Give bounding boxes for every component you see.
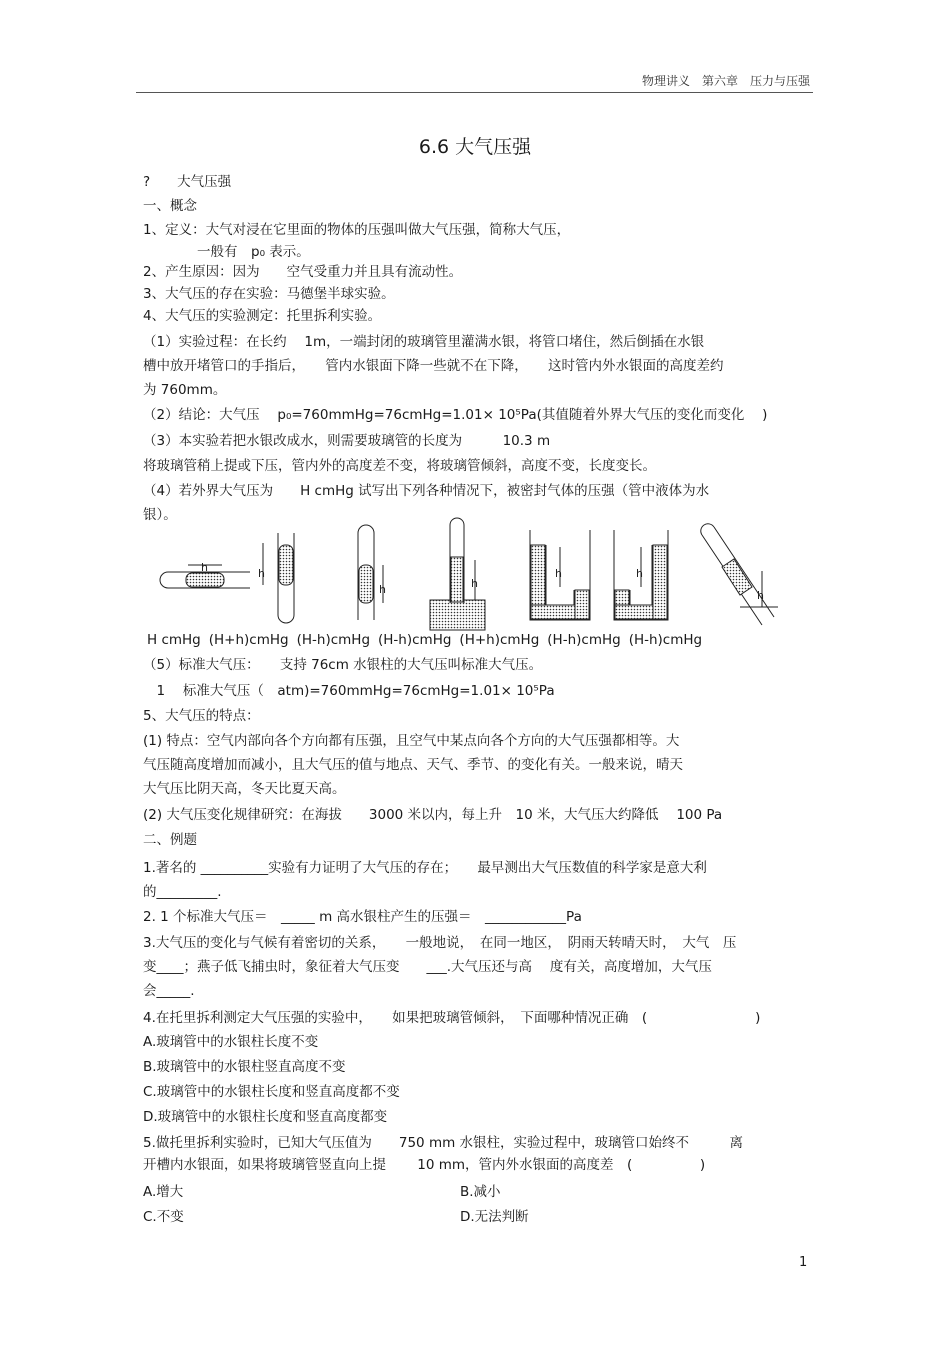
text-line: 一、概念 <box>143 198 197 214</box>
page-header: 物理讲义 第六章 压力与压强 <box>641 74 810 88</box>
text-line: C.玻璃管中的水银柱长度和竖直高度都不变 <box>143 1084 400 1100</box>
diagram-u-tube-2 <box>614 530 668 620</box>
text-line: 二、例题 <box>143 832 197 848</box>
text-line: D.玻璃管中的水银柱长度和竖直高度都变 <box>143 1109 388 1125</box>
header-rule <box>136 92 813 93</box>
pressure-diagrams <box>150 515 790 633</box>
text-line: 变____；燕子低飞捕虫时，象征着大气压变 ___.大气压还与高 度有关，高度增加，大气压 <box>143 959 712 975</box>
text-line: (2) 大气压变化规律研究：在海拔 3000 米以内，每上升 10 米，大气压大约降低 100 Pa <box>143 807 723 823</box>
text-line: 开槽内水银面，如果将玻璃管竖直向上提 10 mm，管内外水银面的高度差 ( ) <box>143 1157 706 1173</box>
text-line: 4.在托里拆利测定大气压强的实验中， 如果把玻璃管倾斜， 下面哪种情况正确 ( ) <box>143 1010 761 1026</box>
diagram-u-tube-1 <box>530 530 590 620</box>
text-line: 4、大气压的实验测定：托里拆利实验。 <box>143 308 382 324</box>
diagram-inclined-tube <box>701 524 778 625</box>
text-line: 为 760mm。 <box>143 382 227 398</box>
diagram-horizontal-tube <box>160 561 250 588</box>
text-line: A.玻璃管中的水银柱长度不变 <box>143 1034 319 1050</box>
text-line: 2. 1 个标准大气压＝ _____ m 高水银柱产生的压强＝ ____________Pa <box>143 909 582 925</box>
text-line: （1）实验过程：在长约 1m，一端封闭的玻璃管里灌满水银，将管口堵住，然后倒插在水银 <box>143 334 705 350</box>
h-label: h <box>258 567 265 580</box>
h-label: h <box>636 567 643 580</box>
text-line: 将玻璃管稍上提或下压，管内外的高度差不变，将玻璃管倾斜，高度不变，长度变长。 <box>143 458 656 474</box>
diagram-captions <box>147 632 710 648</box>
text-line: （4）若外界大气压为 H cmHg 试写出下列各种情况下，被密封气体的压强（管中液体为水 <box>143 483 710 499</box>
text-line: 3.大气压的变化与气候有着密切的关系， 一般地说， 在同一地区， 阴雨天转晴天时， 大气 压 <box>143 935 737 951</box>
text-line: 会_____. <box>143 983 195 999</box>
text-line: 银）。 <box>143 507 177 523</box>
text-line: （5）标准大气压： 支持 76cm 水银柱的大气压叫标准大气压。 <box>143 657 543 673</box>
diagram-caption: (H-h)cmHg <box>628 632 703 648</box>
diagram-vertical-closed-top <box>358 525 386 620</box>
diagram-caption: (H-h)cmHg <box>296 632 371 648</box>
diagram-caption: (H+h)cmHg <box>459 632 540 648</box>
text-line: （2）结论：大气压 p₀=760mmHg=76cmHg=1.01× 10⁵Pa(其值随着外界大气压的变化而变化 ) <box>143 407 768 423</box>
diagram-tube-in-trough <box>430 518 485 630</box>
h-label: h <box>379 583 386 596</box>
h-label: h <box>201 561 208 574</box>
text-line: 1.著名的 __________实验有力证明了大气压的存在； 最早测出大气压数值的科学家是意大利 <box>143 860 707 876</box>
diagram-caption: (H+h)cmHg <box>208 632 289 648</box>
page-title: 6.6 大气压强 <box>418 136 532 158</box>
diagram-vertical-open-top <box>258 533 294 623</box>
text-line: ? 大气压强 <box>143 174 232 190</box>
text-line: 大气压比阴天高，冬天比夏天高。 <box>143 781 346 797</box>
option-left: C.不变 <box>143 1209 184 1225</box>
h-label: h <box>471 577 478 590</box>
h-label: h <box>757 589 764 602</box>
text-line: 2、产生原因：因为 空气受重力并且具有流动性。 <box>143 264 463 280</box>
diagram-caption: H cmHg <box>147 632 201 648</box>
page-number: 1 <box>799 1255 808 1270</box>
text-line: 1、定义：大气对浸在它里面的物体的压强叫做大气压强，简称大气压， <box>143 222 571 238</box>
option-right: B.减小 <box>460 1184 501 1200</box>
h-label: h <box>555 567 562 580</box>
option-left: A.增大 <box>143 1184 184 1200</box>
text-line: B.玻璃管中的水银柱竖直高度不变 <box>143 1059 346 1075</box>
option-right: D.无法判断 <box>460 1209 529 1225</box>
text-line: (1) 特点：空气内部向各个方向都有压强，且空气中某点向各个方向的大气压强都相等。大 <box>143 733 680 749</box>
text-line: 槽中放开堵管口的手指后， 管内水银面下降一些就不在下降， 这时管内外水银面的高度差约 <box>143 358 724 374</box>
text-line: 的_________. <box>143 884 222 900</box>
diagram-caption: (H-h)cmHg <box>547 632 621 648</box>
text-line: 5、大气压的特点： <box>143 708 260 724</box>
text-line: 5.做托里拆利实验时，已知大气压值为 750 mm 水银柱，实验过程中，玻璃管口始终不 离 <box>143 1135 744 1151</box>
text-line: （3）本实验若把水银改成水，则需要玻璃管的长度为 10.3 m <box>143 433 551 449</box>
text-line: 3、大气压的存在实验：马德堡半球实验。 <box>143 286 395 302</box>
text-line: 一般有 p₀ 表示。 <box>143 244 310 260</box>
text-line: 气压随高度增加而减小，且大气压的值与地点、天气、季节、的变化有关。一般来说，晴天 <box>143 757 683 773</box>
text-line: 1 标准大气压（ atm)=760mmHg=76cmHg=1.01× 10⁵Pa <box>143 683 555 699</box>
diagram-caption: (H-h)cmHg <box>378 632 452 648</box>
